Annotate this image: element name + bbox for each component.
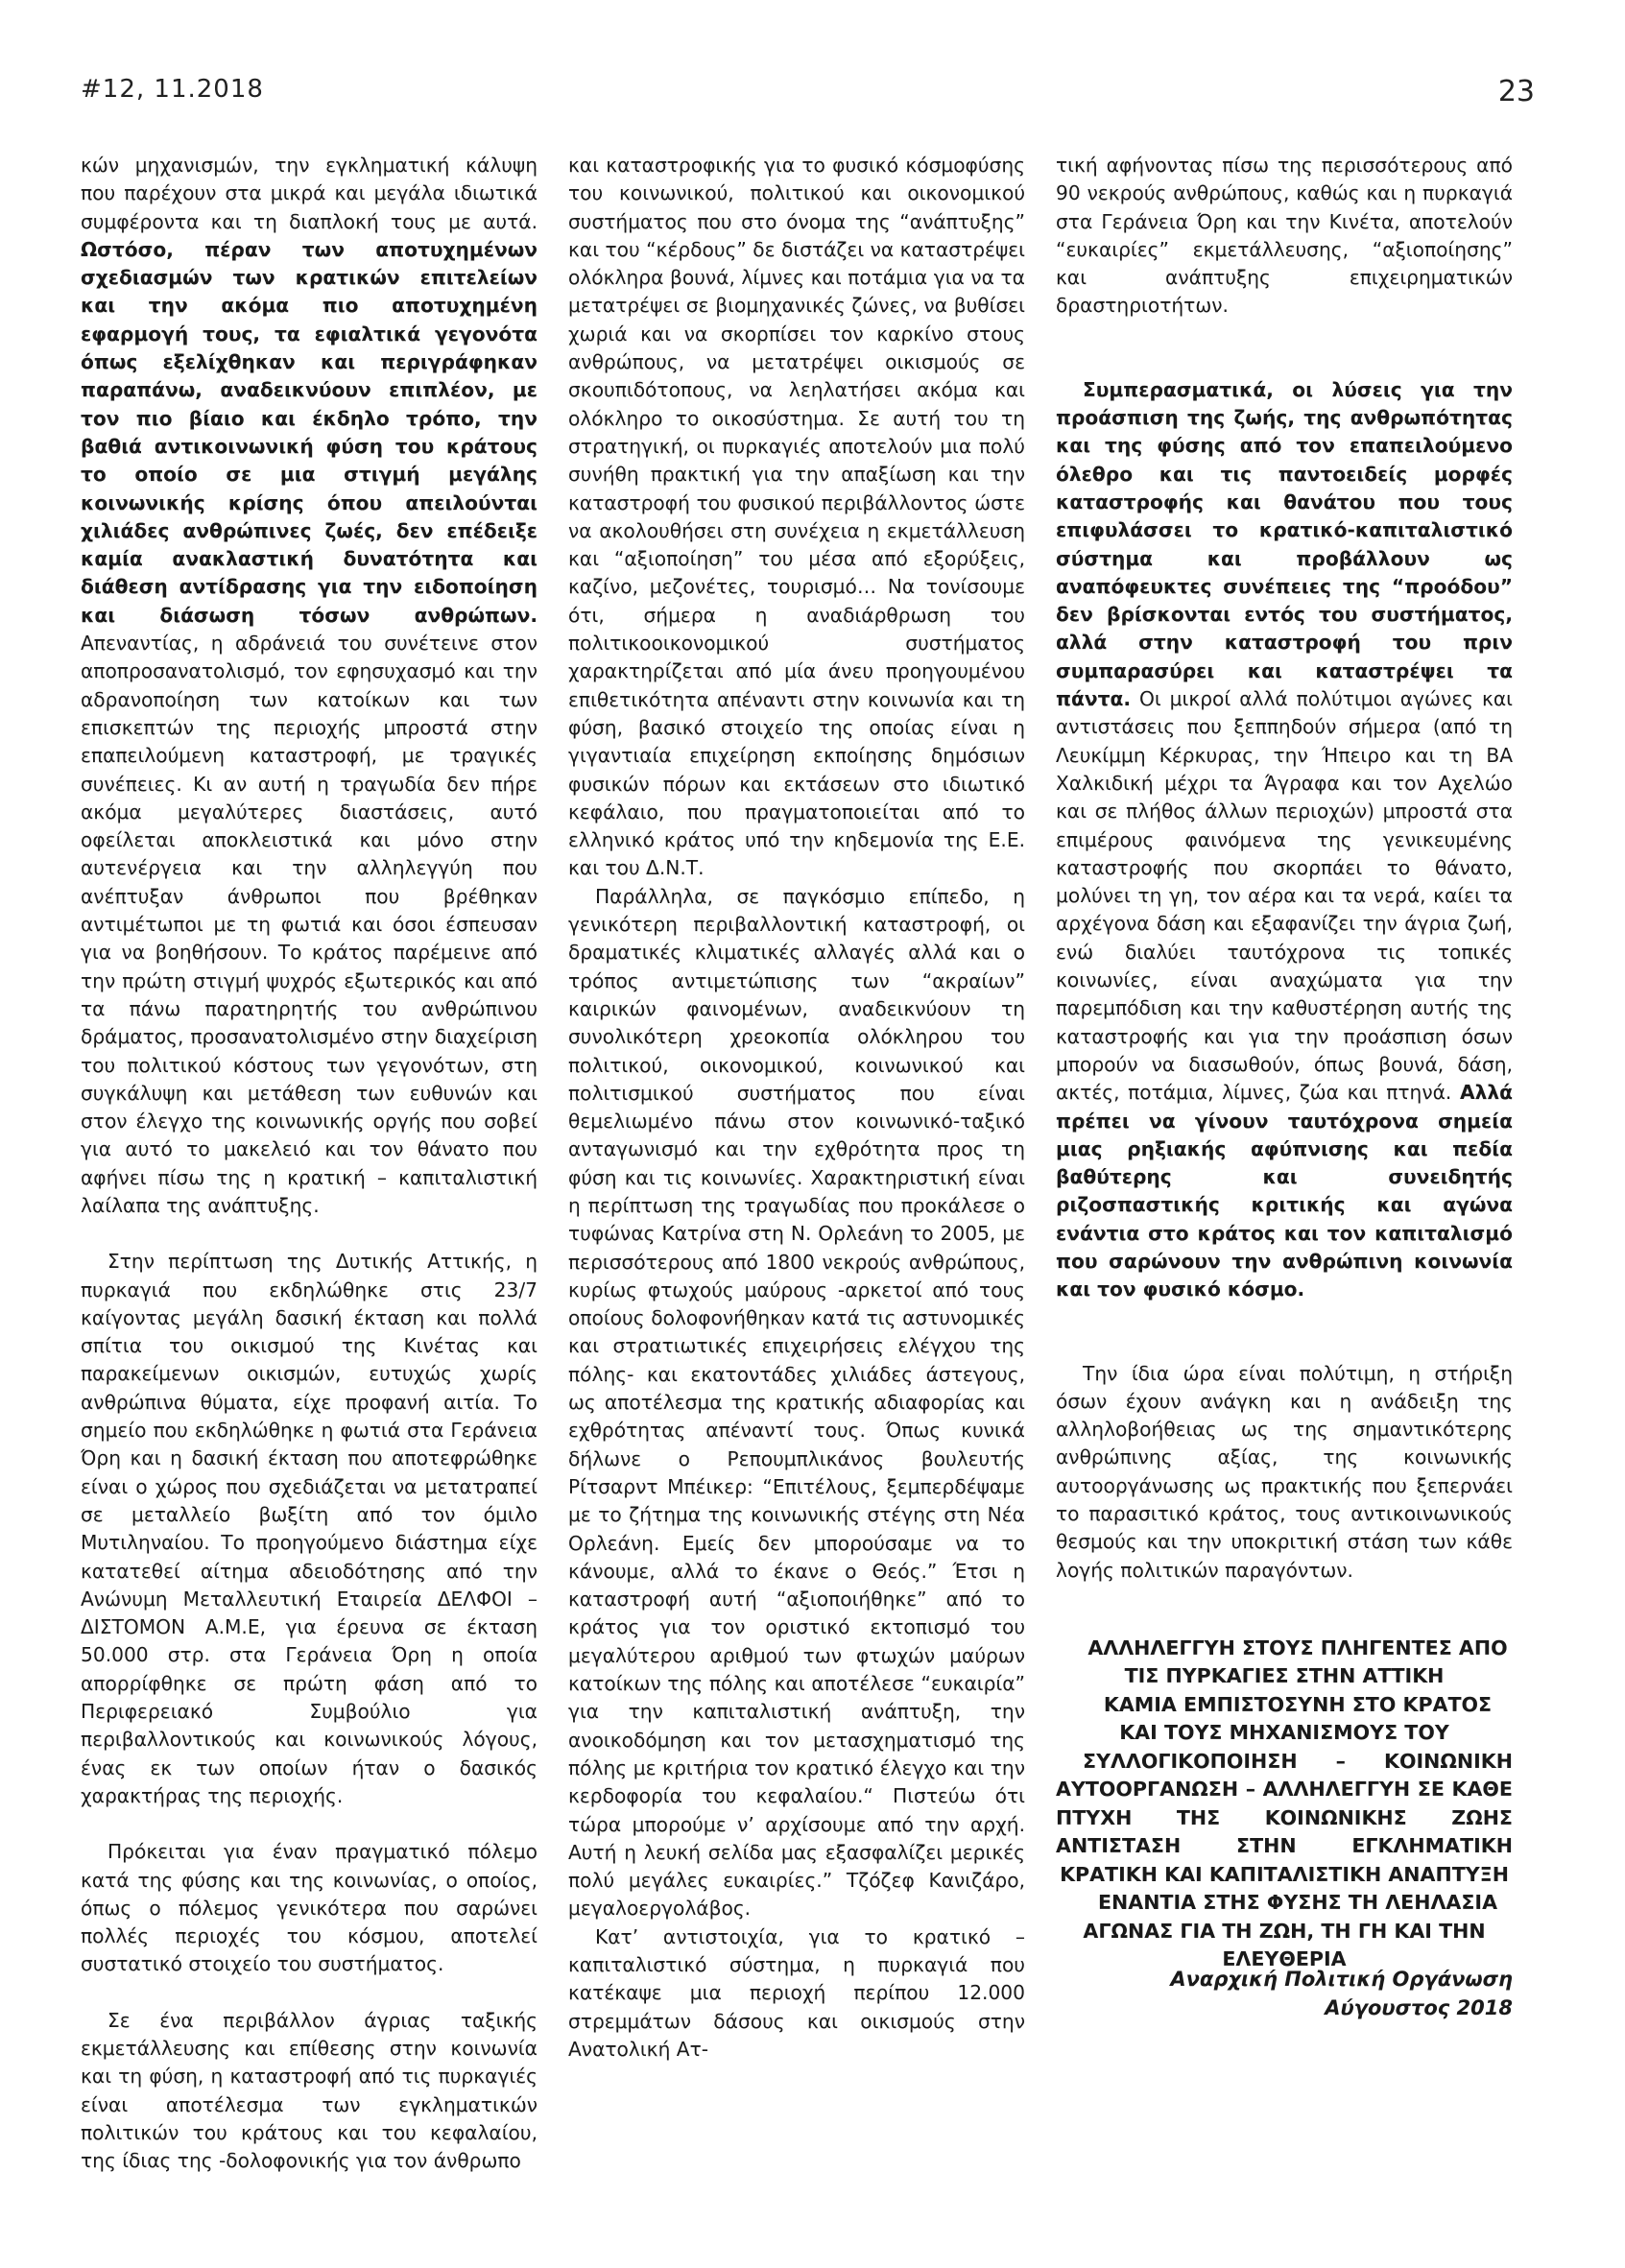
page-header bbox=[81, 75, 1535, 113]
bold-text-run: Συμπερασματικά, οι λύσεις για την προάσπιση της ζωής, της ανθρωπότητας και της φύσης από τον επαπειλούμενο όλεθρο και τις παντοειδείς μορφές καταστροφής και θανάτου που τους επιφυλάσσει το κρατικό-καπιταλιστικό σύστημα και προβάλλουν ως αναπόφευκτες συνέπειες της “προόδου” δεν βρίσκονται εντός του συστήματος, αλλά στην καταστροφή του πριν συμπαρασύρει και καταστρέψει τα πάντα. bbox=[1056, 377, 1513, 711]
slogan: ΣΥΛΛΟΓΙΚΟΠΟΙΗΣΗ – ΚΟΙΝΩΝΙΚΗ ΑΥΤΟΟΡΓΑΝΩΣΗ – ΑΛΛΗΛΕΓΓΥΗ ΣΕ ΚΑΘΕ ΠΤΥΧΗ ΤΗΣ ΚΟΙΝΩΝΙΚΗΣ ΖΩΗΣ ΑΝΤΙΣΤΑΣΗ ΣΤΗΝ ΕΓΚΛΗΜΑΤΙΚΗ ΚΡΑΤΙΚΗ ΚΑΙ ΚΑΠΙΤΑΛΙΣΤΙΚΗ ΑΝΑΠΤΥΞΗ bbox=[1056, 1749, 1513, 1886]
paragraph: Στην περίπτωση της Δυτικής Αττικής, η πυρκαγιά που εκδηλώθηκε στις 23/7 καίγοντας μεγάλη δασική έκταση και πολλά σπίτια του οικισμού της Κινέτας και παρακείμενων οικισμών, ευτυχώς χωρίς ανθρώπινα θύματα, είχε προφανή αιτία. Το σημείο που εκδηλώθηκε η φωτιά στα Γεράνεια Όρη και η δασική έκταση που αποτεφρώθηκε είναι ο χώρος που σχεδιάζεται να μετατραπεί σε μεταλλείο βωξίτη από τον όμιλο Μυτιληναίου. Το προηγούμενο διάστημα είχε κατατεθεί αίτημα αδειοδότησης από την Ανώνυμη Μεταλλευτική Εταιρεία ΔΕΛΦΟΙ – ΔΙΣΤΟΜΟΝ Α.Μ.Ε, για έρευνα σε έκταση 50.000 στρ. στα Γεράνεια Όρη η οποία απορρίφθηκε σε πρώτη φάση από το Περιφερειακό Συμβούλιο για περιβαλλοντικούς και κοινωνικούς λόγους, ένας εκ των οποίων ήταν ο δασικός χαρακτήρας της περιοχής. bbox=[81, 1250, 538, 1807]
bold-text-run: Ωστόσο, πέραν των αποτυχημένων σχεδιασμών των κρατικών επιτελείων και την ακόμα πιο αποτυχημένη εφαρμογή τους, τα εφιαλτικά γεγονότα όπως εξελίχθηκαν και περιγράφηκαν παραπάνω, αναδεικνύουν επιπλέον, με τον πιο βίαιο και έκδηλο τρόπο, την βαθιά αντικοινωνική φύση του κράτους το οποίο σε μια στιγμή μεγάλης κοινωνικής κρίσης όπου απειλούνται χιλιάδες ανθρώπινες ζωές, δεν επέδειξε καμία ανακλαστική δυνατότητα και διάθεση αντίδρασης για την ειδοποίηση και διάσωση τόσων ανθρώπων. bbox=[81, 237, 538, 627]
paragraph: και καταστροφικής για το φυσικό κόσμοφύσης του κοινωνικού, πολιτικού και οικονομικού συστήματος που στο όνομα της “ανάπτυξης” και του “κέρδους” δε διστάζει να καταστρέψει ολόκληρα βουνά, λίμνες και ποτάμια για να τα μετατρέψει σε βιομηχανικές ζώνες, να βυθίσει χωριά και να σκορπίσει τον καρκίνο στους ανθρώπους, να μετατρέψει οικισμούς σε σκουπιδότοπους, να λεηλατήσει ακόμα και ολόκληρο το οικοσύστημα. Σε αυτή του τη στρατηγική, οι πυρκαγιές αποτελούν μια πολύ συνήθη πρακτική για την απαξίωση και την καταστροφή του φυσικού περιβάλλοντος ώστε να ακολουθήσει στη συνέχεια η εκμετάλλευση και “αξιοποίηση” του μέσα από εξορύξεις, καζίνο, μεζονέτες, τουρισμό… Να τονίσουμε ότι, σήμερα η αναδιάρθρωση του πολιτικοοικονομικού συστήματος χαρακτηρίζεται από μία άνευ προηγουμένου επιθετικότητα απέναντι στην κοινωνία και τη φύση, βασικό στοιχείο της οποίας είναι η γιγαντιαία επιχείρηση εκποίησης δημόσιων φυσικών πόρων και εκτάσεων στο ιδιωτικό κεφάλαιο, που πραγματοποιείται από το ελληνικό κράτος υπό την κηδεμονία της Ε.Ε. και του Δ.Ν.Τ. bbox=[568, 154, 1025, 880]
paragraph: Παράλληλα, σε παγκόσμιο επίπεδο, η γενικότερη περιβαλλοντική καταστροφή, οι δραματικές κλιματικές αλλαγές αλλά και ο τρόπος αντιμετώπισης των “ακραίων” καιρικών φαινομένων, αναδεικνύουν τη συνολικότερη χρεοκοπία ολόκληρου του πολιτικού, οικονομικού, κοινωνικού και πολιτισμικού συστήματος που είναι θεμελιωμένο πάνω στον κοινωνικό-ταξικό ανταγωνισμό και την εχθρότητα προς τη φύση και τις κοινωνίες. Χαρακτηριστική είναι η περίπτωση της τραγωδίας που προκάλεσε ο τυφώνας Κατρίνα στη Ν. Ορλεάνη το 2005, με περισσότερους από 1800 νεκρούς ανθρώπους, κυρίως φτωχούς μαύρους -αρκετοί από τους οποίους δολοφονήθηκαν κατά τις αστυνομικές και στρατιωτικές επιχειρήσεις ελέγχου της πόλης- και εκατοντάδες χιλιάδες άστεγους, ως αποτέλεσμα της κρατικής αδιαφορίας και εχθρότητας απέναντί τους. Όπως κυνικά δήλωνε ο Ρεπουμπλικάνος βουλευτής Ρίτσαρντ Μπέικερ: “Επιτέλους, ξεμπερδέψαμε με το ζήτημα της κοινωνικής στέγης στη Νέα Ορλεάνη. Εμείς δεν μπορούσαμε να το κάνουμε, αλλά το έκανε ο Θεός.” Έτσι η καταστροφή αυτή “αξιοποιήθηκε” από το κράτος για τον οριστικό εκτοπισμό του μεγαλύτερου αριθμού των φτωχών μαύρων κατοίκων της πόλης και αποτέλεσε “ευκαιρία” για την καπιταλιστική ανάπτυξη, την ανοικοδόμηση και τον μετασχηματισμό της πόλης με κριτήρια τον κρατικό έλεγχο και την κερδοφορία του κεφαλαίου.“ Πιστεύω ότι τώρα μπορούμε ν’ αρχίσουμε από την αρχή. Αυτή η λευκή σελίδα μας εξασφαλίζει μερικές πολύ μεγάλες ευκαιρίες.” Τζόζεφ Κανιζάρο, μεγαλοεργολάβος. bbox=[568, 884, 1025, 1921]
article-body bbox=[81, 152, 1513, 2234]
column-3 bbox=[1056, 152, 1513, 2234]
bold-text-run: Αλλά πρέπει να γίνουν ταυτόχρονα σημεία μιας ρηξιακής αφύπνισης και πεδία βαθύτερης και συνειδητής ριζοσπαστικής κριτικής και αγώνα ενάντια στο κράτος και τον καπιταλισμό που σαρώνουν την ανθρώπινη κοινωνία και τον φυσικό κόσμο. bbox=[1056, 1081, 1513, 1301]
slogan: ΕΝΑΝΤΙΑ ΣΤΗΣ ΦΥΣΗΣ ΤΗ ΛΕΗΛΑΣΙΑ ΑΓΩΝΑΣ ΓΙΑ ΤΗ ΖΩΗ, ΤΗ ΓΗ ΚΑΙ ΤΗΝ ΕΛΕΥΘΕΡΙΑ bbox=[1083, 1891, 1498, 1971]
text-run: Οι μικροί αλλά πολύτιμοι αγώνες και αντιστάσεις που ξεππηδούν σήμερα (από τη Λευκίμμη Κέρκυρας, την Ήπειρο και τη ΒΑ Χαλκιδική μέχρι τα Άγραφα και τον Αχελώο και σε πλήθος άλλων περιοχών) μπροστά στα επιμέρους φαινόμενα της γενικευμένης καταστροφής που σκορπάει το θάνατο, μολύνει τη γη, τον αέρα και τα νερά, καίει τα αρχέγονα δάση και εξαφανίζει την άγρια ζωή, ενώ διαλύει ταυτόχρονα τις τοπικές κοινωνίες, είναι αναχώματα για την παρεμπόδιση και την καθυστέρηση αυτής της καταστροφής και για την προάσπιση όσων μπορούν να διασωθούν, όπως βουνά, δάση, ακτές, ποτάμια, λίμνες, ζώα και πτηνά. bbox=[1056, 687, 1513, 1105]
text-run: κών μηχανισμών, την εγκληματική κάλυψη που παρέχουν στα μικρά και μεγάλα ιδιωτικά συμφέροντα και τη διαπλοκή τους με αυτά. bbox=[81, 154, 538, 233]
paragraph: Την ίδια ώρα είναι πολύτιμη, η στήριξη όσων έχουν ανάγκη και η ανάδειξη της αλληλοβοήθειας ως της σημαντικότερης ανθρώπινης αξίας, της κοινωνικής αυτοοργάνωσης ως πρακτικής που ξεπερνάει το παρασιτικό κράτος, τους αντικοινωνικούς θεσμούς και την υποκριτική στάση των κάθε λογής πολιτικών παραγόντων. bbox=[1056, 1361, 1513, 1582]
text-run: Απεναντίας, η αδράνειά του συνέτεινε στον αποπροσανατολισμό, τον εφησυχασμό και την αδρανοποίηση των κατοίκων και των επισκεπτών της περιοχής μπροστά στην επαπειλούμενη καταστροφή, με τραγικές συνέπειες. Κι αν αυτή η τραγωδία δεν πήρε ακόμα μεγαλύτερες διαστάσεις, αυτό οφείλεται αποκλειστικά και μόνο στην αυτενέργεια και την αλληλεγγύη που ανέπτυξαν άνθρωποι που βρέθηκαν αντιμέτωποι με τη φωτιά και όσοι έσπευσαν για να βοηθήσουν. Το κράτος παρέμεινε από την πρώτη στιγμή ψυχρός εξωτερικός και από τα πάνω παρατηρητής του ανθρώπινου δράματος, προσανατολισμένο στην διαχείριση του πολιτικού κόστους των γεγονότων, στη συγκάλυψη και μετάθεση των ευθυνών και στον έλεγχο της κοινωνικής οργής που σοβεί για αυτό το μακελειό και τον θάνατο που αφήνει πίσω της η κρατική – καπιταλιστική λαίλαπα της ανάπτυξης. bbox=[81, 632, 538, 1217]
column-1 bbox=[81, 152, 538, 2234]
issue-label: #12, 11.2018 bbox=[81, 75, 264, 104]
signature-organization: Αναρχική Πολιτική Οργάνωση bbox=[1170, 1967, 1513, 1991]
column-2 bbox=[568, 152, 1025, 2234]
page-number: 23 bbox=[1497, 75, 1535, 108]
paragraph bbox=[1056, 376, 1513, 1304]
paragraph: Κατ’ αντιστοιχία, για το κρατικό – καπιταλιστικό σύστημα, η πυρκαγιά που κατέκαψε μια περιοχή περίπου 12.000 στρεμμάτων δάσους και οικισμούς στην Ανατολική Ατ- bbox=[568, 1924, 1025, 2061]
paragraph: Σε ένα περιβάλλον άγριας ταξικής εκμετάλλευσης και επίθεσης στην κοινωνία και τη φύση, η καταστροφή από τις πυρκαγιές είναι αποτέλεσμα των εγκληματικών πολιτικών του κράτους και του κεφαλαίου, της ίδιας της -δολοφονικής για τον άνθρωπο bbox=[81, 2008, 538, 2173]
slogan: ΑΛΛΗΛΕΓΓΥΗ ΣΤΟΥΣ ΠΛΗΓΕΝΤΕΣ ΑΠΟ ΤΙΣ ΠΥΡΚΑΓΙΕΣ ΣΤΗΝ ΑΤΤΙΚΗ bbox=[1087, 1635, 1508, 1688]
signature bbox=[1056, 1965, 1513, 2022]
slogans bbox=[1056, 1635, 1513, 1974]
paragraph: Πρόκειται για έναν πραγματικό πόλεμο κατά της φύσης και της κοινωνίας, ο οποίος, όπως ο πόλεμος γενικότερα που σαρώνει πολλές περιοχές του κόσμου, αποτελεί συστατικό στοιχείο του συστήματος. bbox=[81, 1840, 538, 1976]
paragraph bbox=[81, 152, 538, 1220]
paragraph: τική αφήνοντας πίσω της περισσότερους από 90 νεκρούς ανθρώπους, καθώς και η πυρκαγιά στα Γεράνεια Όρη και την Κινέτα, αποτελούν “ευκαιρίες” εκμετάλλευσης, “αξιοποίησης” και ανάπτυξης επιχειρηματικών δραστηριοτήτων. bbox=[1056, 154, 1513, 318]
slogan: ΚΑΜΙΑ ΕΜΠΙΣΤΟΣΥΝΗ ΣΤΟ ΚΡΑΤΟΣ ΚΑΙ ΤΟΥΣ ΜΗΧΑΝΙΣΜΟΥΣ ΤΟΥ bbox=[1103, 1692, 1493, 1745]
signature-date: Αύγουστος 2018 bbox=[1325, 1995, 1513, 2019]
